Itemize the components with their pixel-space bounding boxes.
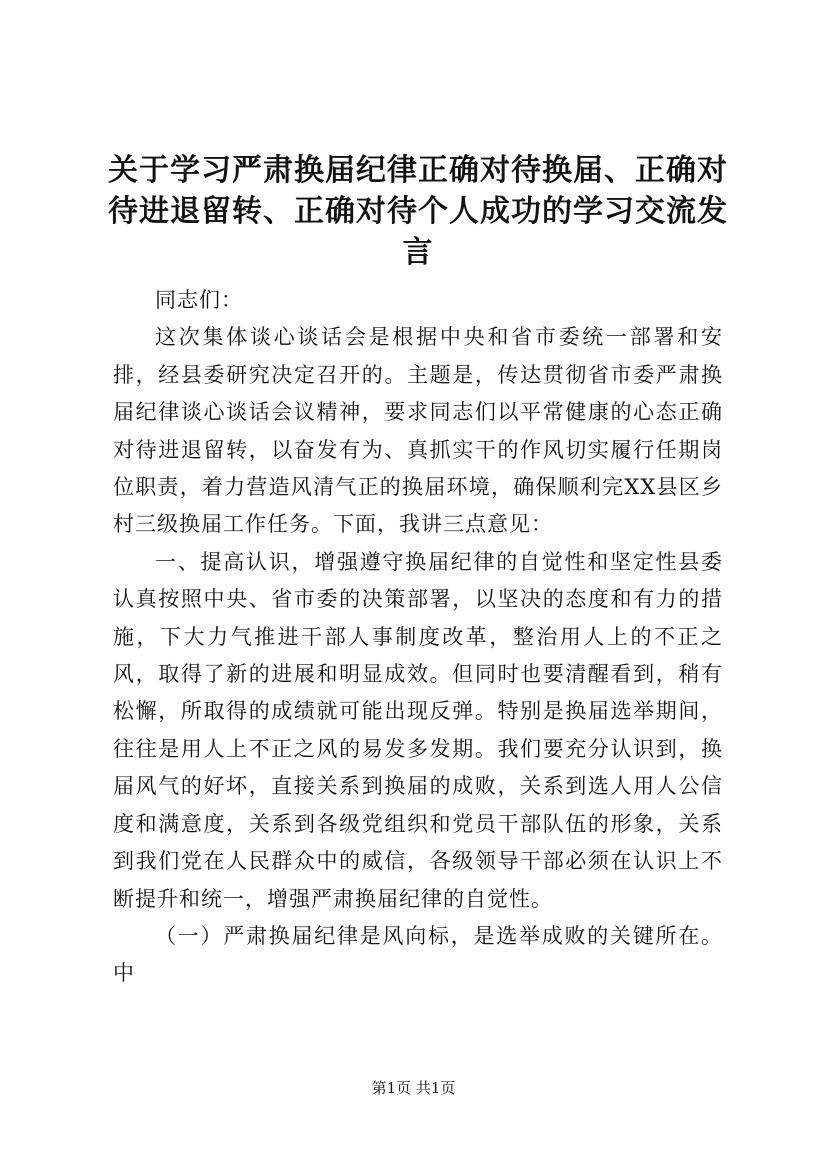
salutation: 同志们： xyxy=(155,288,243,312)
document-body xyxy=(113,282,723,993)
paragraph: （一）严肃换届纪律是风向标，是选举成败的关键所在。中 xyxy=(113,923,723,986)
title-line: 待进退留转、正确对待个人成功的学习交流发 xyxy=(108,194,728,229)
page-number: 第1页 共1页 xyxy=(371,1079,456,1097)
title-line: 关于学习严肃换届纪律正确对待换届、正确对 xyxy=(108,153,728,188)
document-title xyxy=(108,150,728,273)
page-footer xyxy=(0,1078,827,1098)
paragraph: 这次集体谈心谈话会是根据中央和省市委统一部署和安排，经县委研究决定召开的。主题是，传达贯彻省市委严肃换届纪律谈心谈话会议精神，要求同志们以平常健康的心态正确对待进退留转，以奋发有为、真抓实干的作风切实履行任期岗位职责，着力营造风清气正的换届环境，确保顺利完XX县区乡村三级换届工作任务。下面，我讲三点意见： xyxy=(113,325,723,537)
paragraph: 一、提高认识，增强遵守换届纪律的自觉性和坚定性县委认真按照中央、省市委的决策部署，以坚决的态度和有力的措施，下大力气推进干部人事制度改革，整治用人上的不正之风，取得了新的进展和明显成效。但同时也要清醒看到，稍有松懈，所取得的成绩就可能出现反弹。特别是换届选举期间，往往是用人上不正之风的易发多发期。我们要充分认识到，换届风气的好坏，直接关系到换届的成败，关系到选人用人公信度和满意度，关系到各级党组织和党员干部队伍的形象，关系到我们党在人民群众中的威信，各级领导干部必须在认识上不断提升和统一，增强严肃换届纪律的自觉性。 xyxy=(113,549,723,911)
title-line: 言 xyxy=(402,235,434,270)
